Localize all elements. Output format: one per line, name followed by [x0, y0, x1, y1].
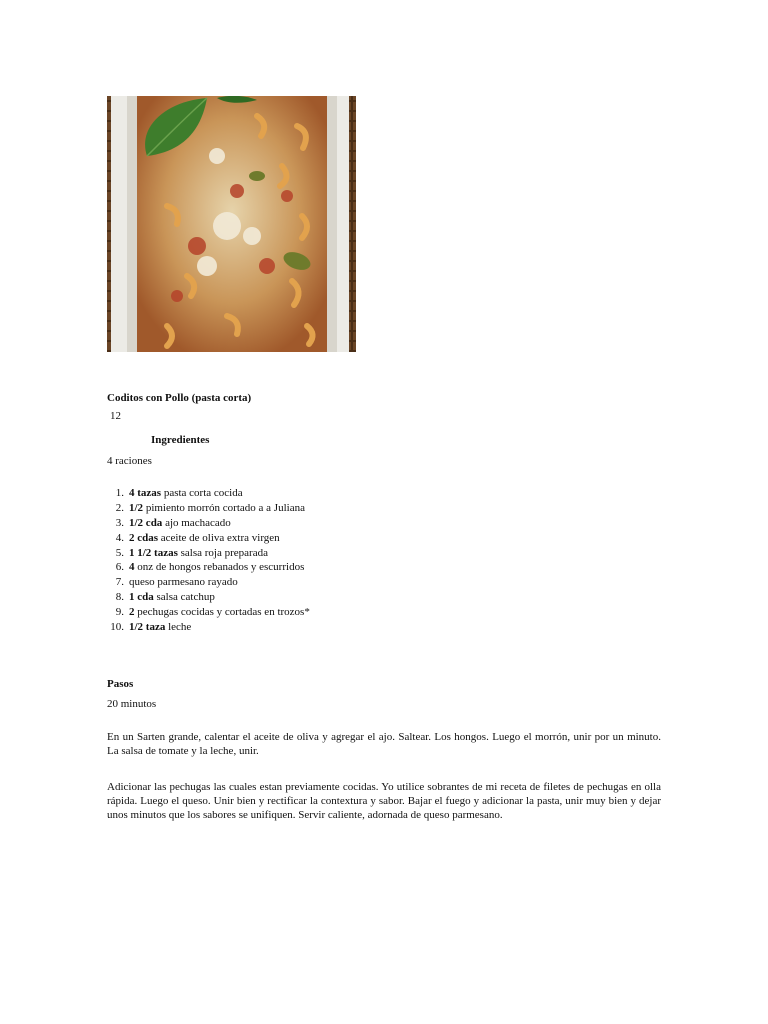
pasta-dish-image — [107, 96, 356, 352]
ingredient-item — [107, 546, 310, 561]
item-number: 7. — [115, 576, 124, 589]
recipe-title: Coditos con Pollo (pasta corta) — [107, 392, 252, 404]
item-number: 3. — [115, 516, 124, 529]
item-number: 4. — [115, 531, 124, 544]
ingredient-item — [107, 516, 310, 531]
item-number: 9. — [115, 606, 124, 619]
ingredient-item — [107, 590, 310, 605]
item-number: 1. — [115, 487, 124, 499]
ingredient-item — [107, 620, 310, 635]
ingredient-quantity: 2 cdas — [129, 531, 159, 544]
portions-text: 4 raciones — [107, 455, 152, 467]
steps-heading: Pasos — [107, 678, 134, 690]
ingredient-description: pimiento morrón cortado a a Juliana — [143, 501, 305, 514]
ingredient-item — [107, 560, 310, 575]
ingredient-description: salsa roja preparada — [177, 546, 268, 559]
cooking-time: 20 minutos — [107, 698, 157, 710]
item-number: 6. — [115, 561, 124, 574]
ingredient-quantity: 1/2 cda — [129, 516, 163, 529]
step-paragraph: En un Sarten grande, calentar el aceite de oliva y agregar el ajo. Saltear. Los hongos. Luego el morrón, unir por un minuto. La salsa de tomate y la leche, unir. — [107, 731, 661, 757]
ingredient-description: pechugas cocidas y cortadas en trozos* — [134, 606, 310, 619]
ingredients-heading: Ingredientes — [151, 434, 210, 446]
ingredient-quantity: 4 tazas — [129, 487, 162, 499]
ingredient-list — [107, 486, 310, 635]
recipe-photo — [107, 96, 356, 352]
recipe-count: 12 — [110, 410, 121, 422]
ingredient-description: onz de hongos rebanados y escurridos — [134, 561, 305, 574]
item-number: 5. — [115, 546, 124, 559]
ingredient-item — [107, 605, 310, 620]
ingredient-item — [107, 486, 310, 501]
step-paragraph: Adicionar las pechugas las cuales estan previamente cocidas. Yo utilice sobrantes de mi receta de filetes de pechugas en olla rápida. Luego el queso. Unir bien y rectificar la contextura y sabor. Bajar el fuego y adicionar la pasta, unir muy bien y dejar unos minutos que los sabores se unifiquen. Servir caliente, adornada de queso parmesano. — [107, 781, 661, 821]
ingredient-description: queso parmesano rayado — [129, 576, 238, 589]
ingredient-item — [107, 575, 310, 590]
ingredient-item — [107, 501, 310, 516]
ingredient-description: aceite de oliva extra virgen — [158, 531, 280, 544]
ingredient-description: pasta corta cocida — [161, 487, 243, 499]
item-number: 8. — [115, 591, 124, 604]
ingredient-quantity: 1 1/2 tazas — [129, 546, 178, 559]
ingredient-description: salsa catchup — [153, 591, 215, 604]
ingredient-quantity: 1/2 taza — [129, 621, 166, 634]
ingredient-description: ajo machacado — [162, 516, 231, 529]
ingredient-quantity: 1/2 — [129, 501, 144, 514]
ingredient-quantity: 4 — [129, 561, 135, 574]
ingredient-quantity: 1 cda — [129, 591, 154, 604]
ingredient-quantity: 2 — [129, 606, 135, 619]
ingredient-item — [107, 531, 310, 546]
item-number: 2. — [115, 501, 124, 514]
item-number: 10. — [110, 621, 124, 634]
ingredient-description: leche — [165, 621, 192, 634]
